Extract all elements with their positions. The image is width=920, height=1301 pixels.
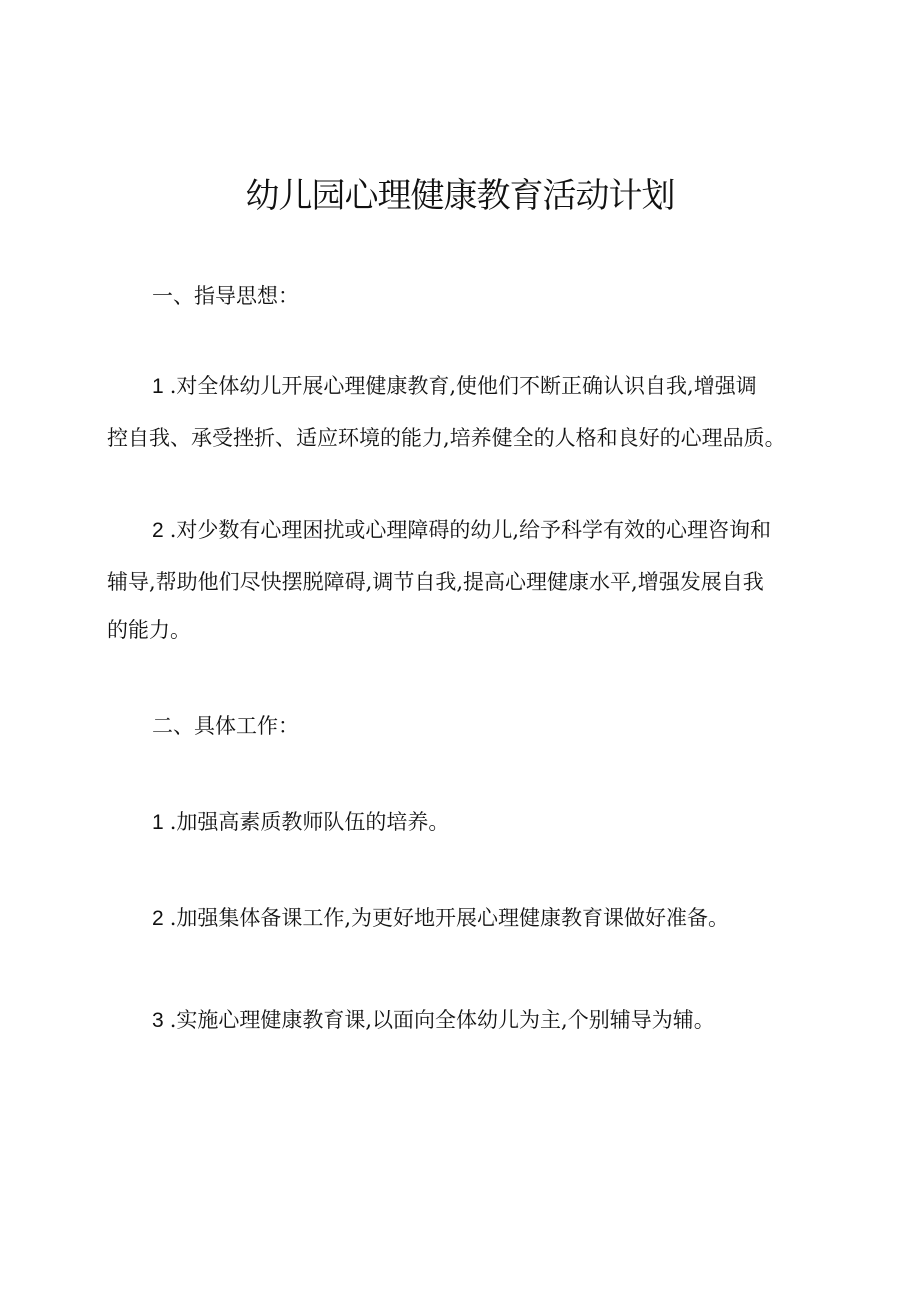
- guiding-item-2-line-1: [152, 514, 862, 547]
- guiding-item-2-line-3: 的能力。: [107, 618, 191, 642]
- item-number: 2: [152, 519, 164, 542]
- section-heading-guiding-thought: 一、指导思想：: [152, 284, 299, 308]
- item-number: 1: [152, 811, 164, 834]
- guiding-item-1-line-1: [152, 370, 862, 403]
- item-text: .实施心理健康教育课,以面向全体幼儿为主,个别辅导为辅。: [169, 1008, 715, 1032]
- guiding-item-2-line-2: 辅导,帮助他们尽快摆脱障碍,调节自我,提高心理健康水平,增强发展自我: [107, 570, 764, 594]
- item-text: .对少数有心理困扰或心理障碍的幼儿,给予科学有效的心理咨询和: [169, 518, 772, 542]
- item-number: 3: [152, 1009, 164, 1032]
- item-text: .加强高素质教师队伍的培养。: [169, 810, 450, 834]
- item-text: .加强集体备课工作,为更好地开展心理健康教育课做好准备。: [169, 906, 730, 930]
- work-item-3: [152, 1004, 862, 1037]
- work-item-1: [152, 806, 862, 839]
- section-heading-specific-work: 二、具体工作：: [152, 714, 299, 738]
- item-number: 2: [152, 907, 164, 930]
- guiding-item-1-line-2: 控自我、承受挫折、适应环境的能力,培养健全的人格和良好的心理品质。: [107, 426, 786, 450]
- work-item-2: [152, 902, 862, 935]
- item-text: .对全体幼儿开展心理健康教育,使他们不断正确认识自我,增强调: [169, 374, 757, 398]
- document-title: 幼儿园心理健康教育活动计划: [245, 176, 675, 216]
- item-number: 1: [152, 375, 164, 398]
